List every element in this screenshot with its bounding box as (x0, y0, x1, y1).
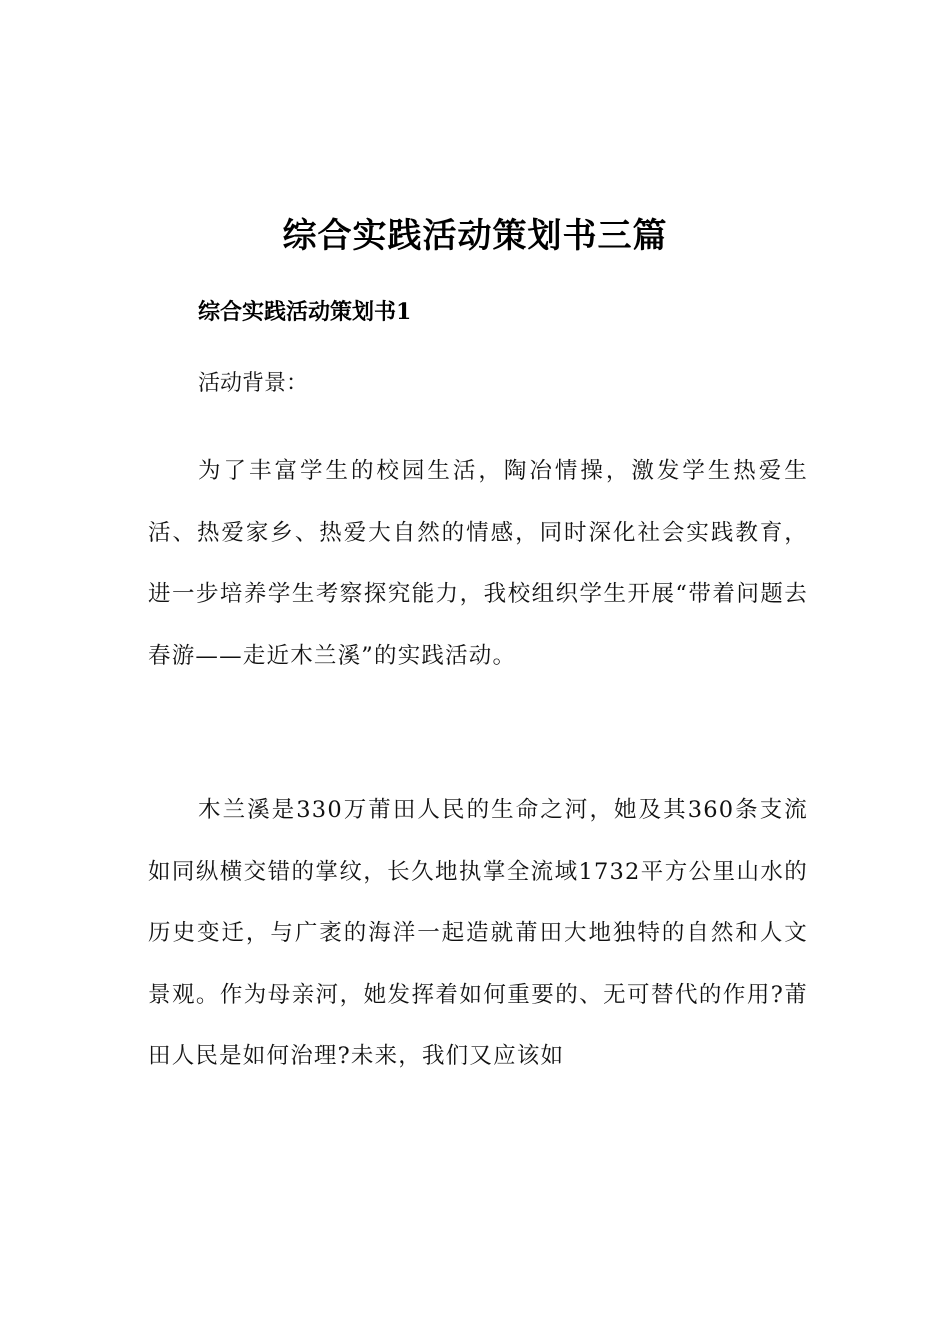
background-label: 活动背景： (198, 371, 309, 396)
paragraph: 为了丰富学生的校园生活，陶冶情操，激发学生热爱生活、热爱家乡、热爱大自然的情感，同时深化社会实践教育，进一步培养学生考察探究能力，我校组织学生开展“带着问题去春游——走近木兰溪”的实践活动。 (148, 458, 808, 669)
paragraph: 木兰溪是330万莆田人民的生命之河，她及其360条支流如同纵横交错的掌纹，长久地执掌全流域1732平方公里山水的历史变迁，与广袤的海洋一起造就莆田大地独特的自然和人文景观。作为母亲河，她发挥着如何重要的、无可替代的作用?莆田人民是如何治理?未来，我们又应该如 (148, 797, 808, 1069)
section-heading: 综合实践活动策划书1 (198, 299, 412, 325)
document-title: 综合实践活动策划书三篇 (282, 216, 668, 256)
